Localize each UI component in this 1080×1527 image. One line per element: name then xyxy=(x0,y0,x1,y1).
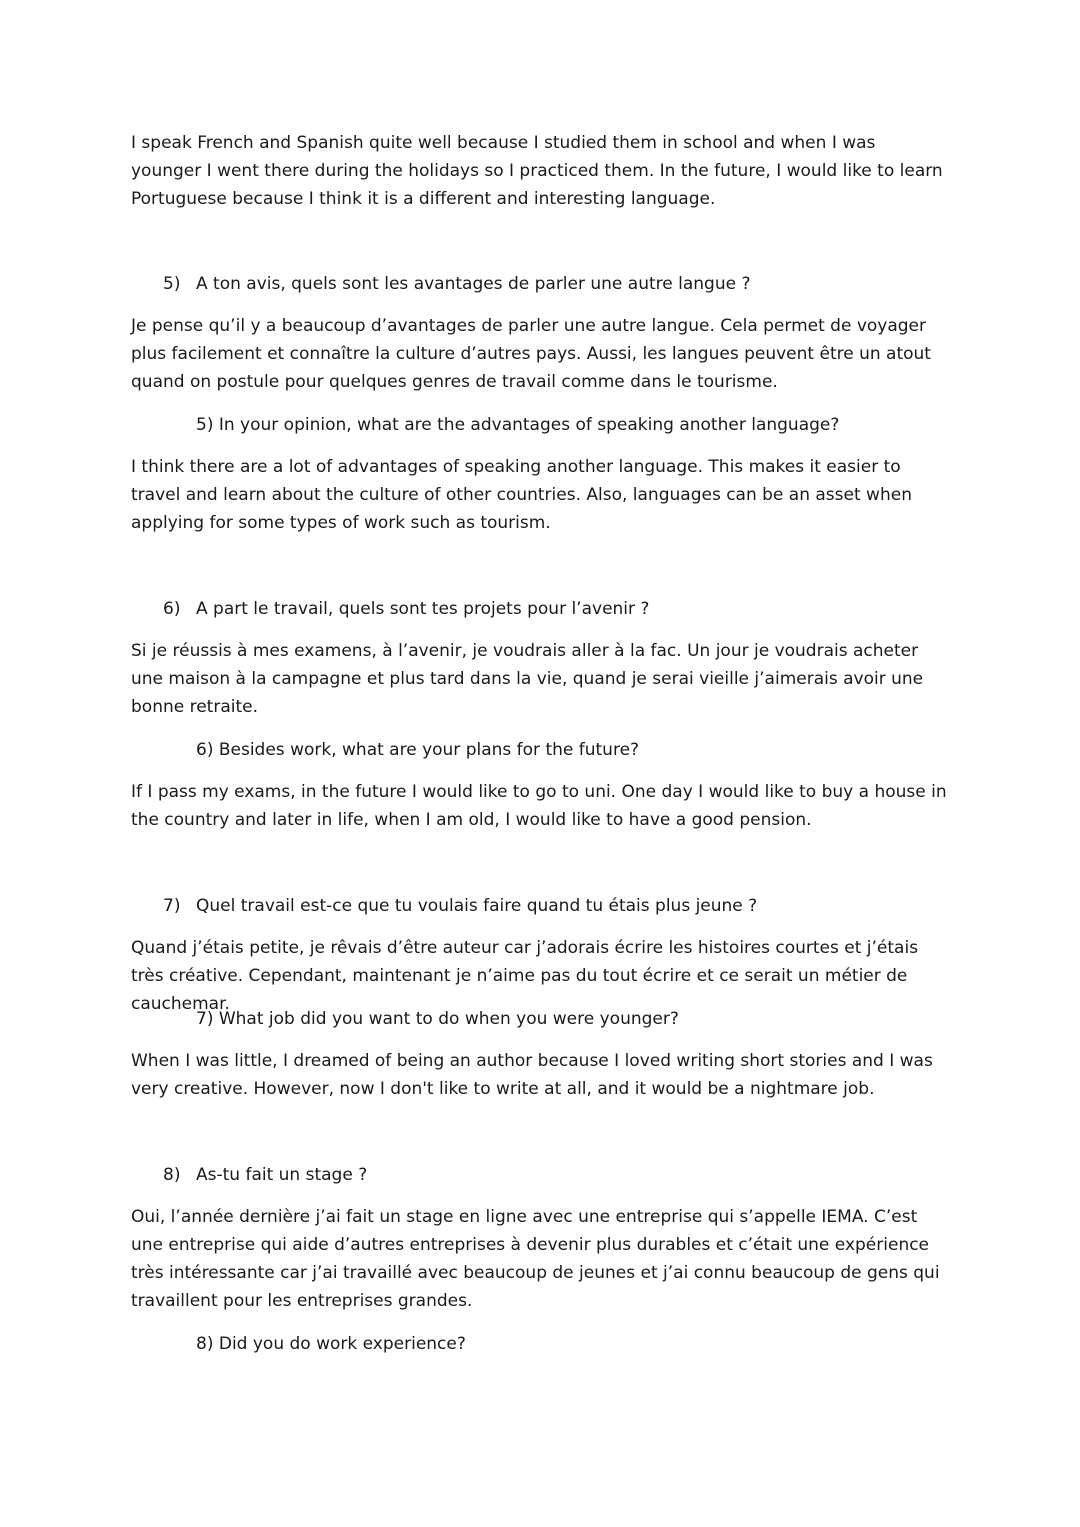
answer-6-en: If I pass my exams, in the future I would like to go to uni. One day I would like to buy a house in the country and later in life, when I am old, I would like to have a good pension. xyxy=(131,782,947,830)
question-8-en: 8) Did you do work experience? xyxy=(196,1334,466,1354)
answer-5-fr: Je pense qu’il y a beaucoup d’avantages de parler une autre langue. Cela permet de voyager plus facilement et connaître la culture d’autres pays. Aussi, les langues peuvent être un atout quand on postule pour quelques genres de travail comme dans le tourisme. xyxy=(131,316,931,392)
question-6-en: 6) Besides work, what are your plans for the future? xyxy=(196,740,640,760)
question-8-fr-text: As-tu fait un stage ? xyxy=(196,1165,368,1185)
question-5-number: 5) xyxy=(163,274,181,294)
answer-7-en: When I was little, I dreamed of being an author because I loved writing short stories and I was very creative. However, now I don't like to write at all, and it would be a nightmare job. xyxy=(131,1051,933,1099)
question-7-fr xyxy=(163,892,963,920)
question-8-fr xyxy=(163,1161,963,1189)
question-5-en: 5) In your opinion, what are the advantages of speaking another language? xyxy=(196,415,840,435)
intro-answer-en: I speak French and Spanish quite well because I studied them in school and when I was younger I went there during the holidays so I practiced them. In the future, I would like to learn Portuguese because I think it is a different and interesting language. xyxy=(131,133,943,209)
question-6-number: 6) xyxy=(163,599,181,619)
answer-7-fr: Quand j’étais petite, je rêvais d’être auteur car j’adorais écrire les histoires courtes et j’étais très créative. Cependant, maintenant je n’aime pas du tout écrire et ce serait un métier de cauchemar. xyxy=(131,938,919,1014)
question-5-fr-text: A ton avis, quels sont les avantages de parler une autre langue ? xyxy=(196,274,751,294)
answer-8-fr: Oui, l’année dernière j’ai fait un stage en ligne avec une entreprise qui s’appelle IEMA. C’est une entreprise qui aide d’autres entreprises à devenir plus durables et c’était une expérience très intéressante car j’ai travaillé avec beaucoup de jeunes et j’ai connu beaucoup de gens qui travaillent pour les entreprises grandes. xyxy=(131,1207,940,1311)
question-7-number: 7) xyxy=(163,896,181,916)
answer-5-en: I think there are a lot of advantages of speaking another language. This makes it easier to travel and learn about the culture of other countries. Also, languages can be an asset when applying for some types of work such as tourism. xyxy=(131,457,912,533)
question-6-fr xyxy=(163,595,963,623)
question-5-fr xyxy=(163,270,963,298)
question-8-number: 8) xyxy=(163,1165,181,1185)
question-7-fr-text: Quel travail est-ce que tu voulais faire quand tu étais plus jeune ? xyxy=(196,896,758,916)
answer-6-fr: Si je réussis à mes examens, à l’avenir, je voudrais aller à la fac. Un jour je voudrais acheter une maison à la campagne et plus tard dans la vie, quand je serai vieille j’aimerais avoir une bonne retraite. xyxy=(131,641,924,717)
question-6-fr-text: A part le travail, quels sont tes projets pour l’avenir ? xyxy=(196,599,650,619)
question-7-en: 7) What job did you want to do when you were younger? xyxy=(196,1009,679,1029)
